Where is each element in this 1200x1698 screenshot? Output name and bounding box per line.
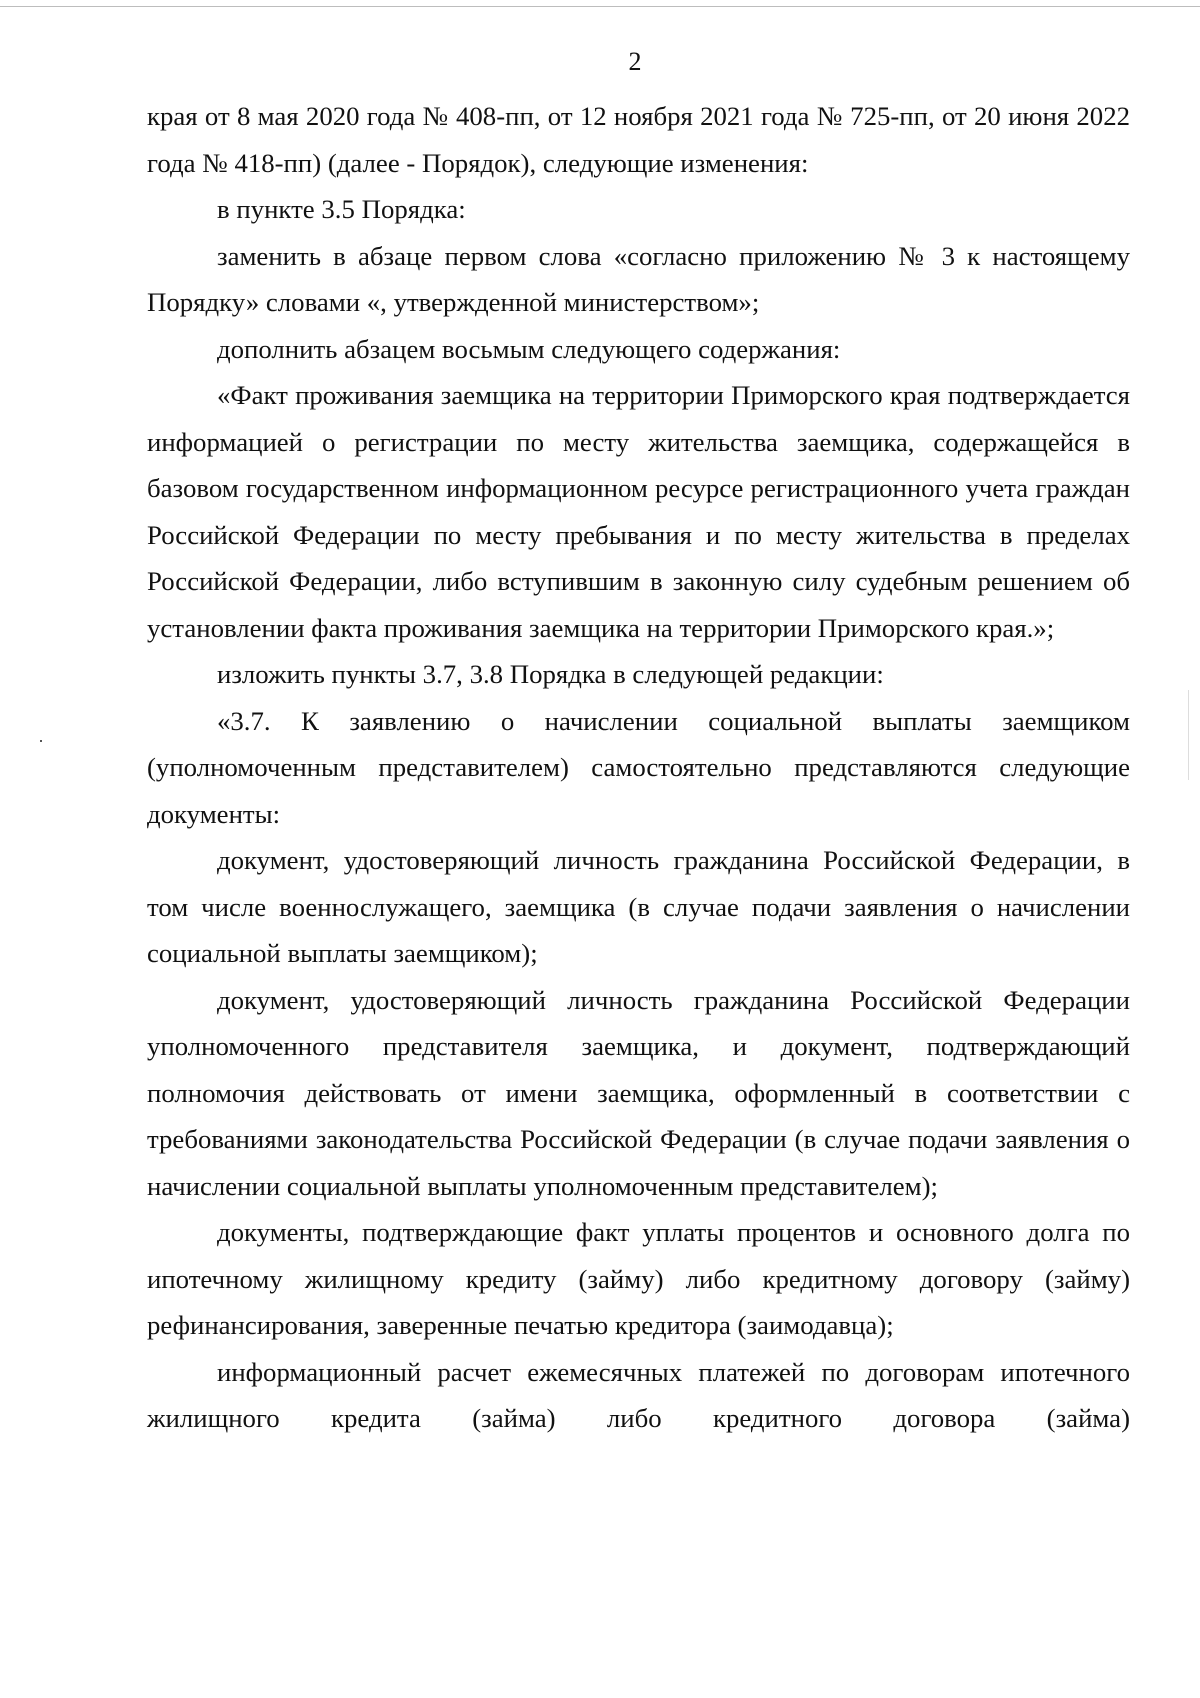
paragraph-replace-words: заменить в абзаце первом слова «согласно приложению № 3 к настоящему Порядку» словами «, утвержденной министерством»;: [147, 240, 1130, 317]
paragraph-payment-schedule: информационный расчет ежемесячных платежей по договорам ипотечного жилищного кредита (займа) либо кредитного договора (займа): [147, 1356, 1130, 1433]
scan-top-edge: [0, 6, 1200, 7]
paragraph-identity-borrower: документ, удостоверяющий личность гражданина Российской Федерации, в том числе военнослужащего, заемщика (в случае подачи заявления о начислении социальной выплаты заемщиком);: [147, 845, 1130, 968]
paragraph-restate-items: изложить пункты 3.7, 3.8 Порядка в следующей редакции:: [217, 659, 884, 689]
page-number: 2: [628, 47, 642, 76]
paragraph-3-7: «3.7. К заявлению о начислении социальной выплаты заемщиком (уполномоченным представителем) самостоятельно представляются следующие документы:: [147, 705, 1130, 829]
scan-margin-mark: [1188, 690, 1189, 780]
paragraph-identity-representative: документ, удостоверяющий личность гражданина Российской Федерации уполномоченного представителя заемщика, и документ, подтверждающий полномочия действовать от имени заемщика, оформленный в соответствии с требованиями законодательства Российской Федерации (в случае подачи заявления о начислении социальной выплаты уполномоченным представителем);: [147, 984, 1130, 1201]
paragraph-continuation: края от 8 мая 2020 года № 408-пп, от 12 ноября 2021 года № 725-пп, от 20 июня 2022 года № 418-пп) (далее - Порядок), следующие изменения:: [147, 101, 1130, 178]
paragraph-residence-fact: «Факт проживания заемщика на территории Приморского края подтверждается информацией о регистрации по месту жительства заемщика, содержащейся в базовом государственном информационном ресурсе регистрационного учета граждан Российской Федерации по месту пребывания и по месту жительства в пределах Российской Федерации, либо вступившим в законную силу судебным решением об установлении факта проживания заемщика на территории Приморского края.»;: [147, 380, 1130, 643]
document-body: [147, 93, 1130, 1442]
paragraph-payment-proof: документы, подтверждающие факт уплаты процентов и основного долга по ипотечному жилищному кредиту (займу) либо кредитному договору (займу) рефинансирования, заверенные печатью кредитора (заимодавца);: [147, 1217, 1130, 1340]
scan-speck: [40, 740, 42, 742]
paragraph-item-3-5: в пункте 3.5 Порядка:: [217, 194, 466, 224]
paragraph-add-eighth: дополнить абзацем восьмым следующего содержания:: [217, 333, 841, 364]
